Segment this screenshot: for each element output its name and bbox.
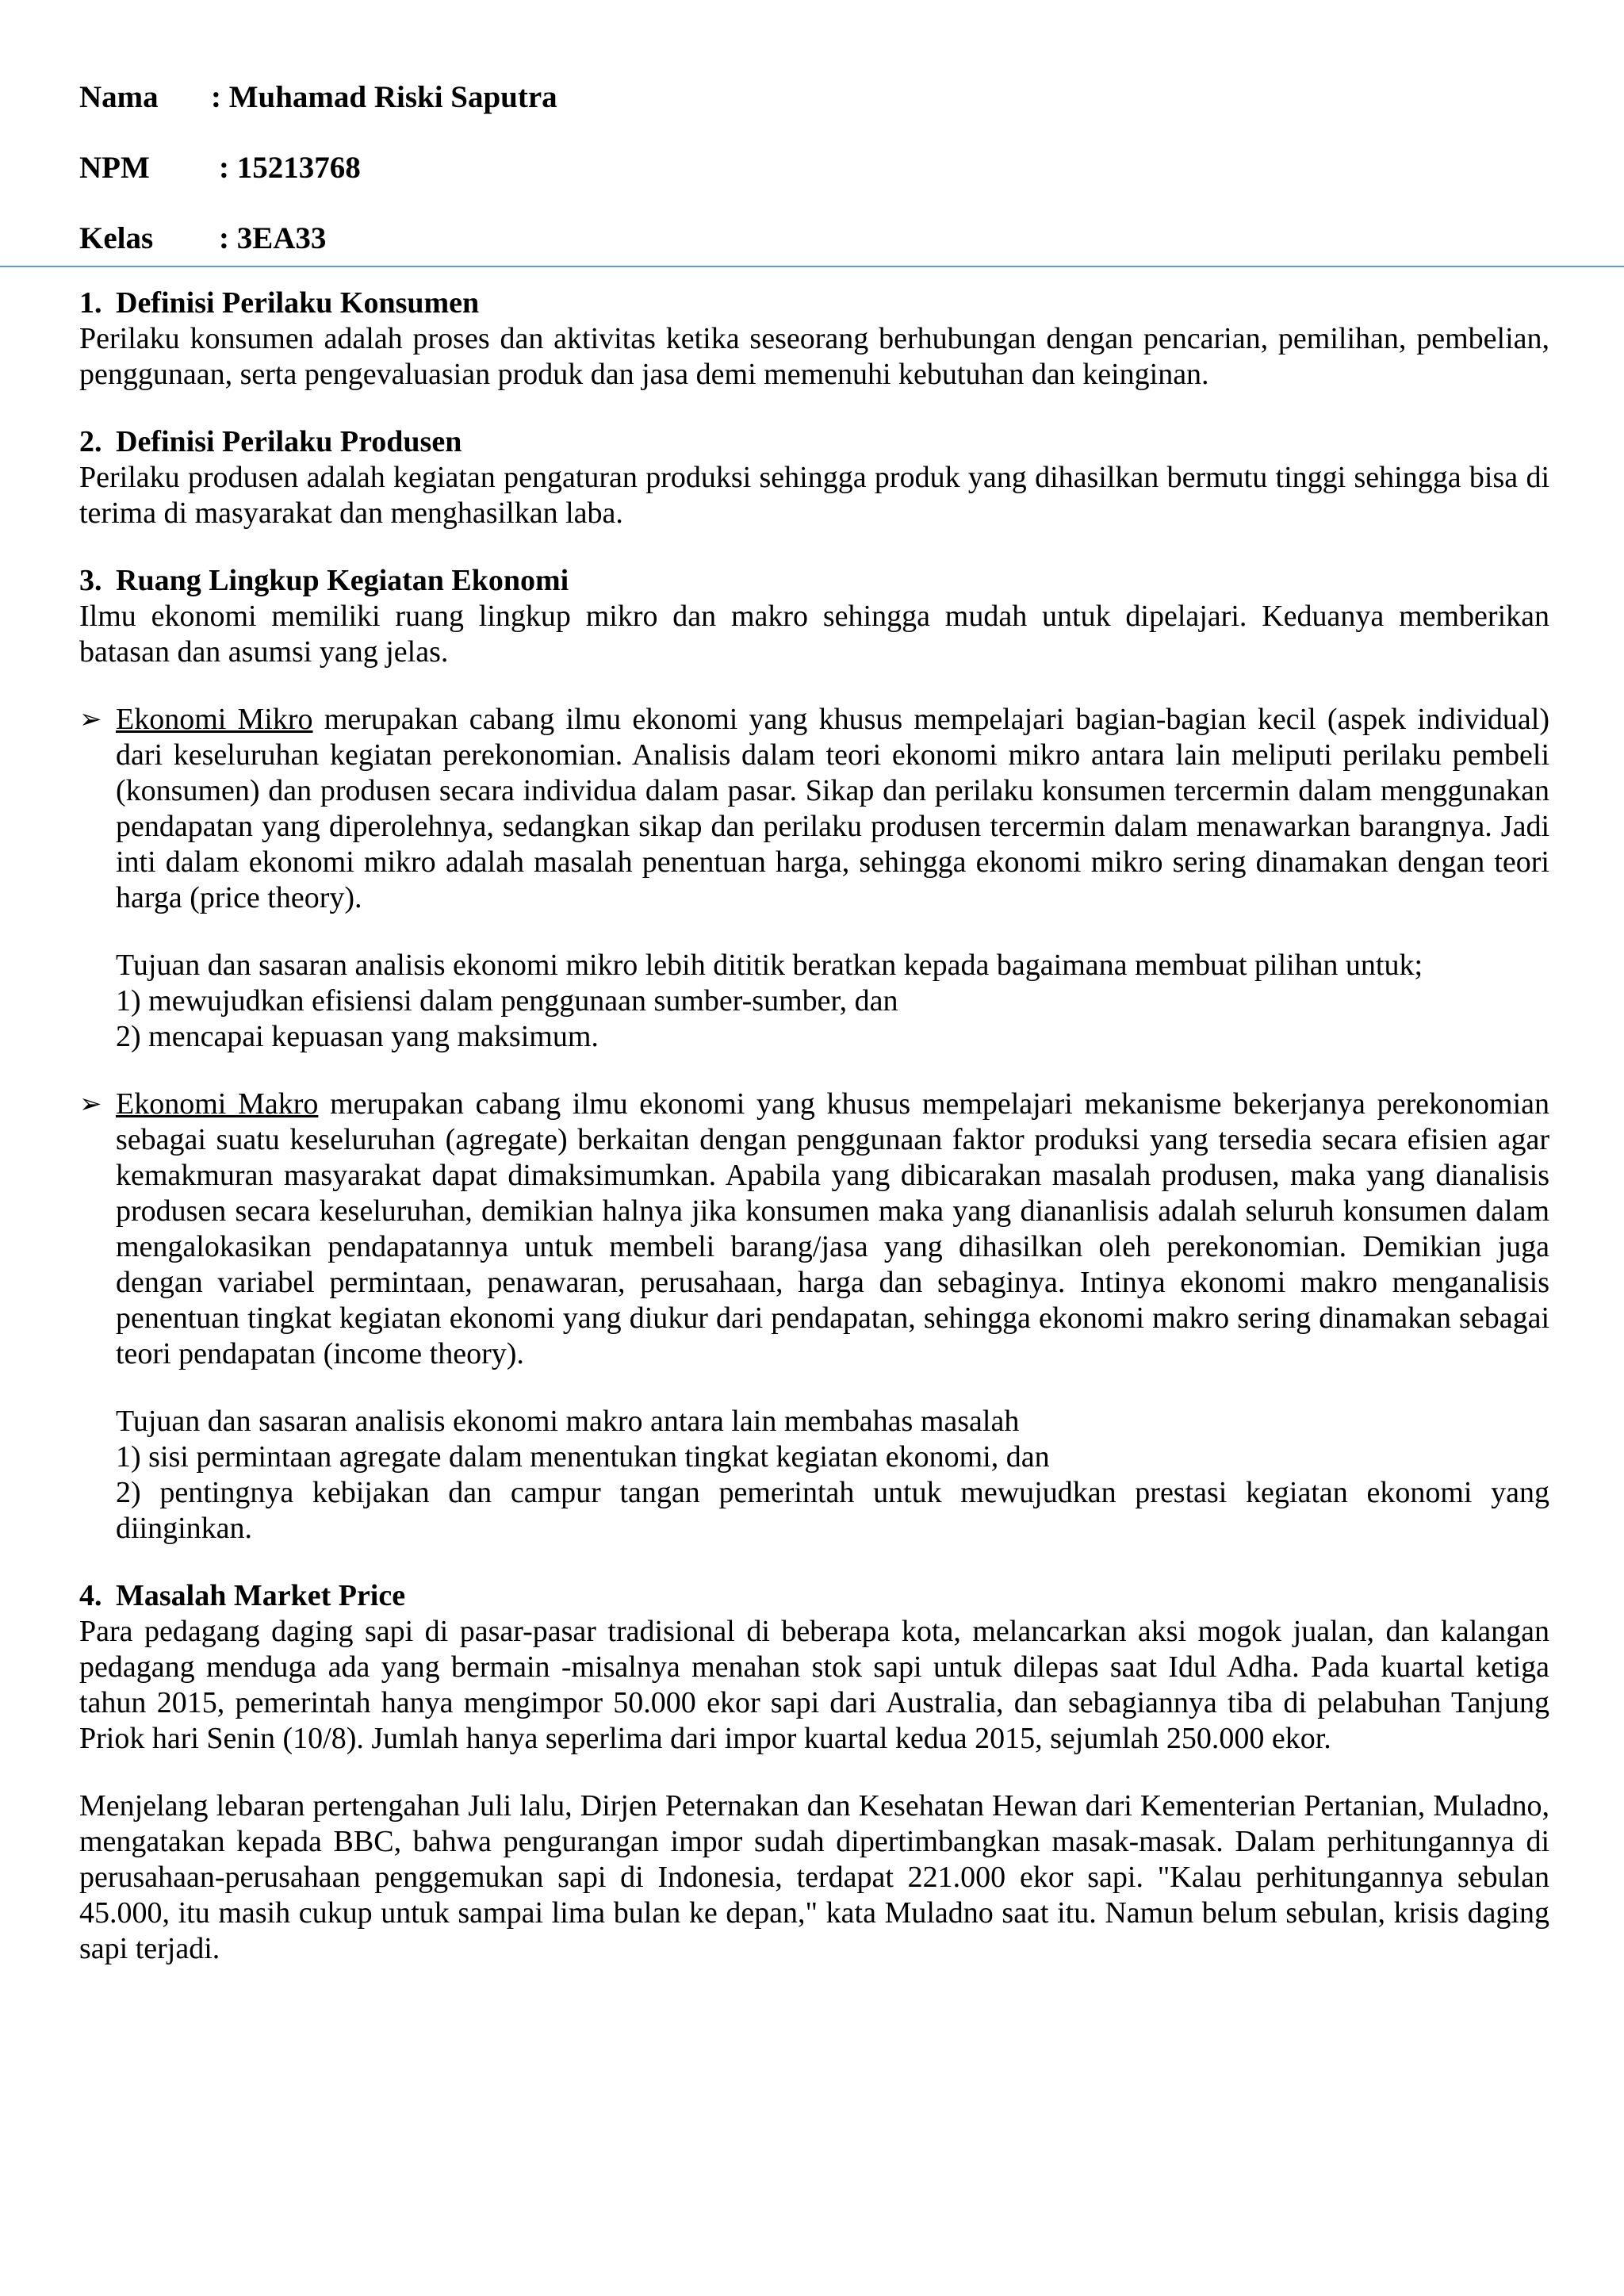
- nama-row: [79, 76, 952, 147]
- section-3-body: Ilmu ekonomi memiliki ruang lingkup mikro dan makro sehingga mudah untuk dipelajari. Keduanya memberikan batasan dan asumsi yang jelas.: [79, 600, 1549, 669]
- bullet-ekonomi-makro: [79, 1087, 1549, 1547]
- document-body: [79, 286, 1549, 1967]
- section-2-number: 2.: [79, 425, 102, 458]
- ekonomi-makro-goal-2: 2) pentingnya kebijakan dan campur tangan pemerintah untuk mewujudkan prestasi kegiatan ekonomi yang diinginkan.: [116, 1476, 1549, 1545]
- ekonomi-makro-term: Ekonomi Makro: [116, 1087, 319, 1121]
- section-1-number: 1.: [79, 286, 102, 320]
- ekonomi-mikro-text: merupakan cabang ilmu ekonomi yang khusus mempelajari bagian-bagian kecil (aspek individual) dari keseluruhan kegiatan perekonomian. Analisis dalam teori ekonomi mikro antara lain meliputi perilaku pembeli (konsumen) dan produsen secara individua dalam pasar. Sikap dan perilaku konsumen tercermin dalam menggunakan pendapatan yang diperolehnya, sedangkan sikap dan perilaku produsen tercermin dalam menawarkan barangnya. Jadi inti dalam ekonomi mikro adalah masalah penentuan harga, sehingga ekonomi mikro sering dinamakan dengan teori harga (price theory).: [116, 703, 1549, 914]
- kelas-row: [79, 217, 952, 288]
- ekonomi-mikro-goal-intro: Tujuan dan sasaran analisis ekonomi mikro lebih dititik beratkan kepada bagaimana membuat pilihan untuk;: [116, 949, 1423, 982]
- ekonomi-makro-goal-intro: Tujuan dan sasaran analisis ekonomi makro antara lain membahas masalah: [116, 1405, 1020, 1438]
- ekonomi-mikro-term: Ekonomi Mikro: [116, 703, 313, 736]
- kelas-label: Kelas: [79, 221, 154, 255]
- npm-value: : 15213768: [219, 151, 361, 185]
- section-4-title: [79, 1578, 1549, 1614]
- kelas-value: : 3EA33: [219, 221, 327, 255]
- npm-row: [79, 147, 952, 217]
- section-3-title: [79, 563, 1549, 599]
- section-1-heading: Definisi Perilaku Konsumen: [116, 286, 480, 320]
- section-4-number: 4.: [79, 1579, 102, 1612]
- ekonomi-makro-paragraph: [116, 1087, 1549, 1372]
- section-1-body: Perilaku konsumen adalah proses dan aktivitas ketika seseorang berhubungan dengan pencarian, pemilihan, pembelian, penggunaan, serta pengevaluasian produk dan jasa demi memenuhi kebutuhan dan keinginan.: [79, 322, 1549, 391]
- identity-header: [79, 76, 952, 288]
- section-4-paragraph-1: Para pedagang daging sapi di pasar-pasar tradisional di beberapa kota, melancarkan aksi mogok jualan, dan kalangan pedagang menduga ada yang bermain -misalnya menahan stok sapi untuk dilepas saat Idul Adha. Pada kuartal ketiga tahun 2015, pemerintah hanya mengimpor 50.000 ekor sapi dari Australia, dan sebagiannya tiba di pelabuhan Tanjung Priok hari Senin (10/8). Jumlah hanya seperlima dari impor kuartal kedua 2015, sejumlah 250.000 ekor.: [79, 1615, 1549, 1755]
- header-divider: [0, 266, 1624, 267]
- section-4-paragraph-2: Menjelang lebaran pertengahan Juli lalu, Dirjen Peternakan dan Kesehatan Hewan dari Kementerian Pertanian, Muladno, mengatakan kepada BBC, bahwa pengurangan impor sudah dipertimbangkan masak-masak. Dalam perhitungannya di perusahaan-perusahaan penggemukan sapi di Indonesia, terdapat 221.000 ekor sapi. "Kalau perhitungannya sebulan 45.000, itu masih cukup untuk sampai lima bulan ke depan," kata Muladno saat itu. Namun belum sebulan, krisis daging sapi terjadi.: [79, 1789, 1549, 1965]
- bullet-ekonomi-mikro: [79, 702, 1549, 1055]
- section-2-body: Perilaku produsen adalah kegiatan pengaturan produksi sehingga produk yang dihasilkan bermutu tinggi sehingga bisa di terima di masyarakat dan menghasilkan laba.: [79, 461, 1549, 530]
- section-3-number: 3.: [79, 564, 102, 597]
- section-2-heading: Definisi Perilaku Produsen: [116, 425, 462, 458]
- nama-value: : Muhamad Riski Saputra: [211, 80, 557, 114]
- npm-label: NPM: [79, 151, 150, 185]
- ekonomi-mikro-paragraph: [116, 702, 1549, 916]
- ekonomi-mikro-goal-2: 2) mencapai kepuasan yang maksimum.: [116, 1020, 599, 1053]
- ekonomi-makro-goal-1: 1) sisi permintaan agregate dalam menentukan tingkat kegiatan ekonomi, dan: [116, 1440, 1050, 1474]
- arrow-bullet-icon: ➢: [79, 703, 102, 735]
- nama-label: Nama: [79, 80, 159, 114]
- ekonomi-makro-text: merupakan cabang ilmu ekonomi yang khusus mempelajari mekanisme bekerjanya perekonomian sebagai suatu keseluruhan (agregate) berkaitan dengan penggunaan faktor produksi yang tersedia secara efisien agar kemakmuran masyarakat dapat dimaksimumkan. Apabila yang dibicarakan masalah produsen, maka yang dianalisis produsen secara keseluruhan, demikian halnya jika konsumen maka yang diananlisis adalah seluruh konsumen dalam mengalokasikan pendapatannya untuk membeli barang/jasa yang dihasilkan oleh perekonomian. Demikian juga dengan variabel permintaan, penawaran, perusahaan, harga dan sebaginya. Intinya ekonomi makro menganalisis penentuan tingkat kegiatan ekonomi yang diukur dari pendapatan, sehingga ekonomi makro sering dinamakan sebagai teori pendapatan (income theory).: [116, 1087, 1549, 1370]
- section-2-title: [79, 424, 1549, 460]
- section-1-title: [79, 286, 1549, 321]
- section-3-heading: Ruang Lingkup Kegiatan Ekonomi: [116, 564, 569, 597]
- arrow-bullet-icon: ➢: [79, 1088, 102, 1120]
- ekonomi-mikro-goal-1: 1) mewujudkan efisiensi dalam penggunaan sumber-sumber, dan: [116, 984, 898, 1018]
- section-4-heading: Masalah Market Price: [116, 1579, 406, 1612]
